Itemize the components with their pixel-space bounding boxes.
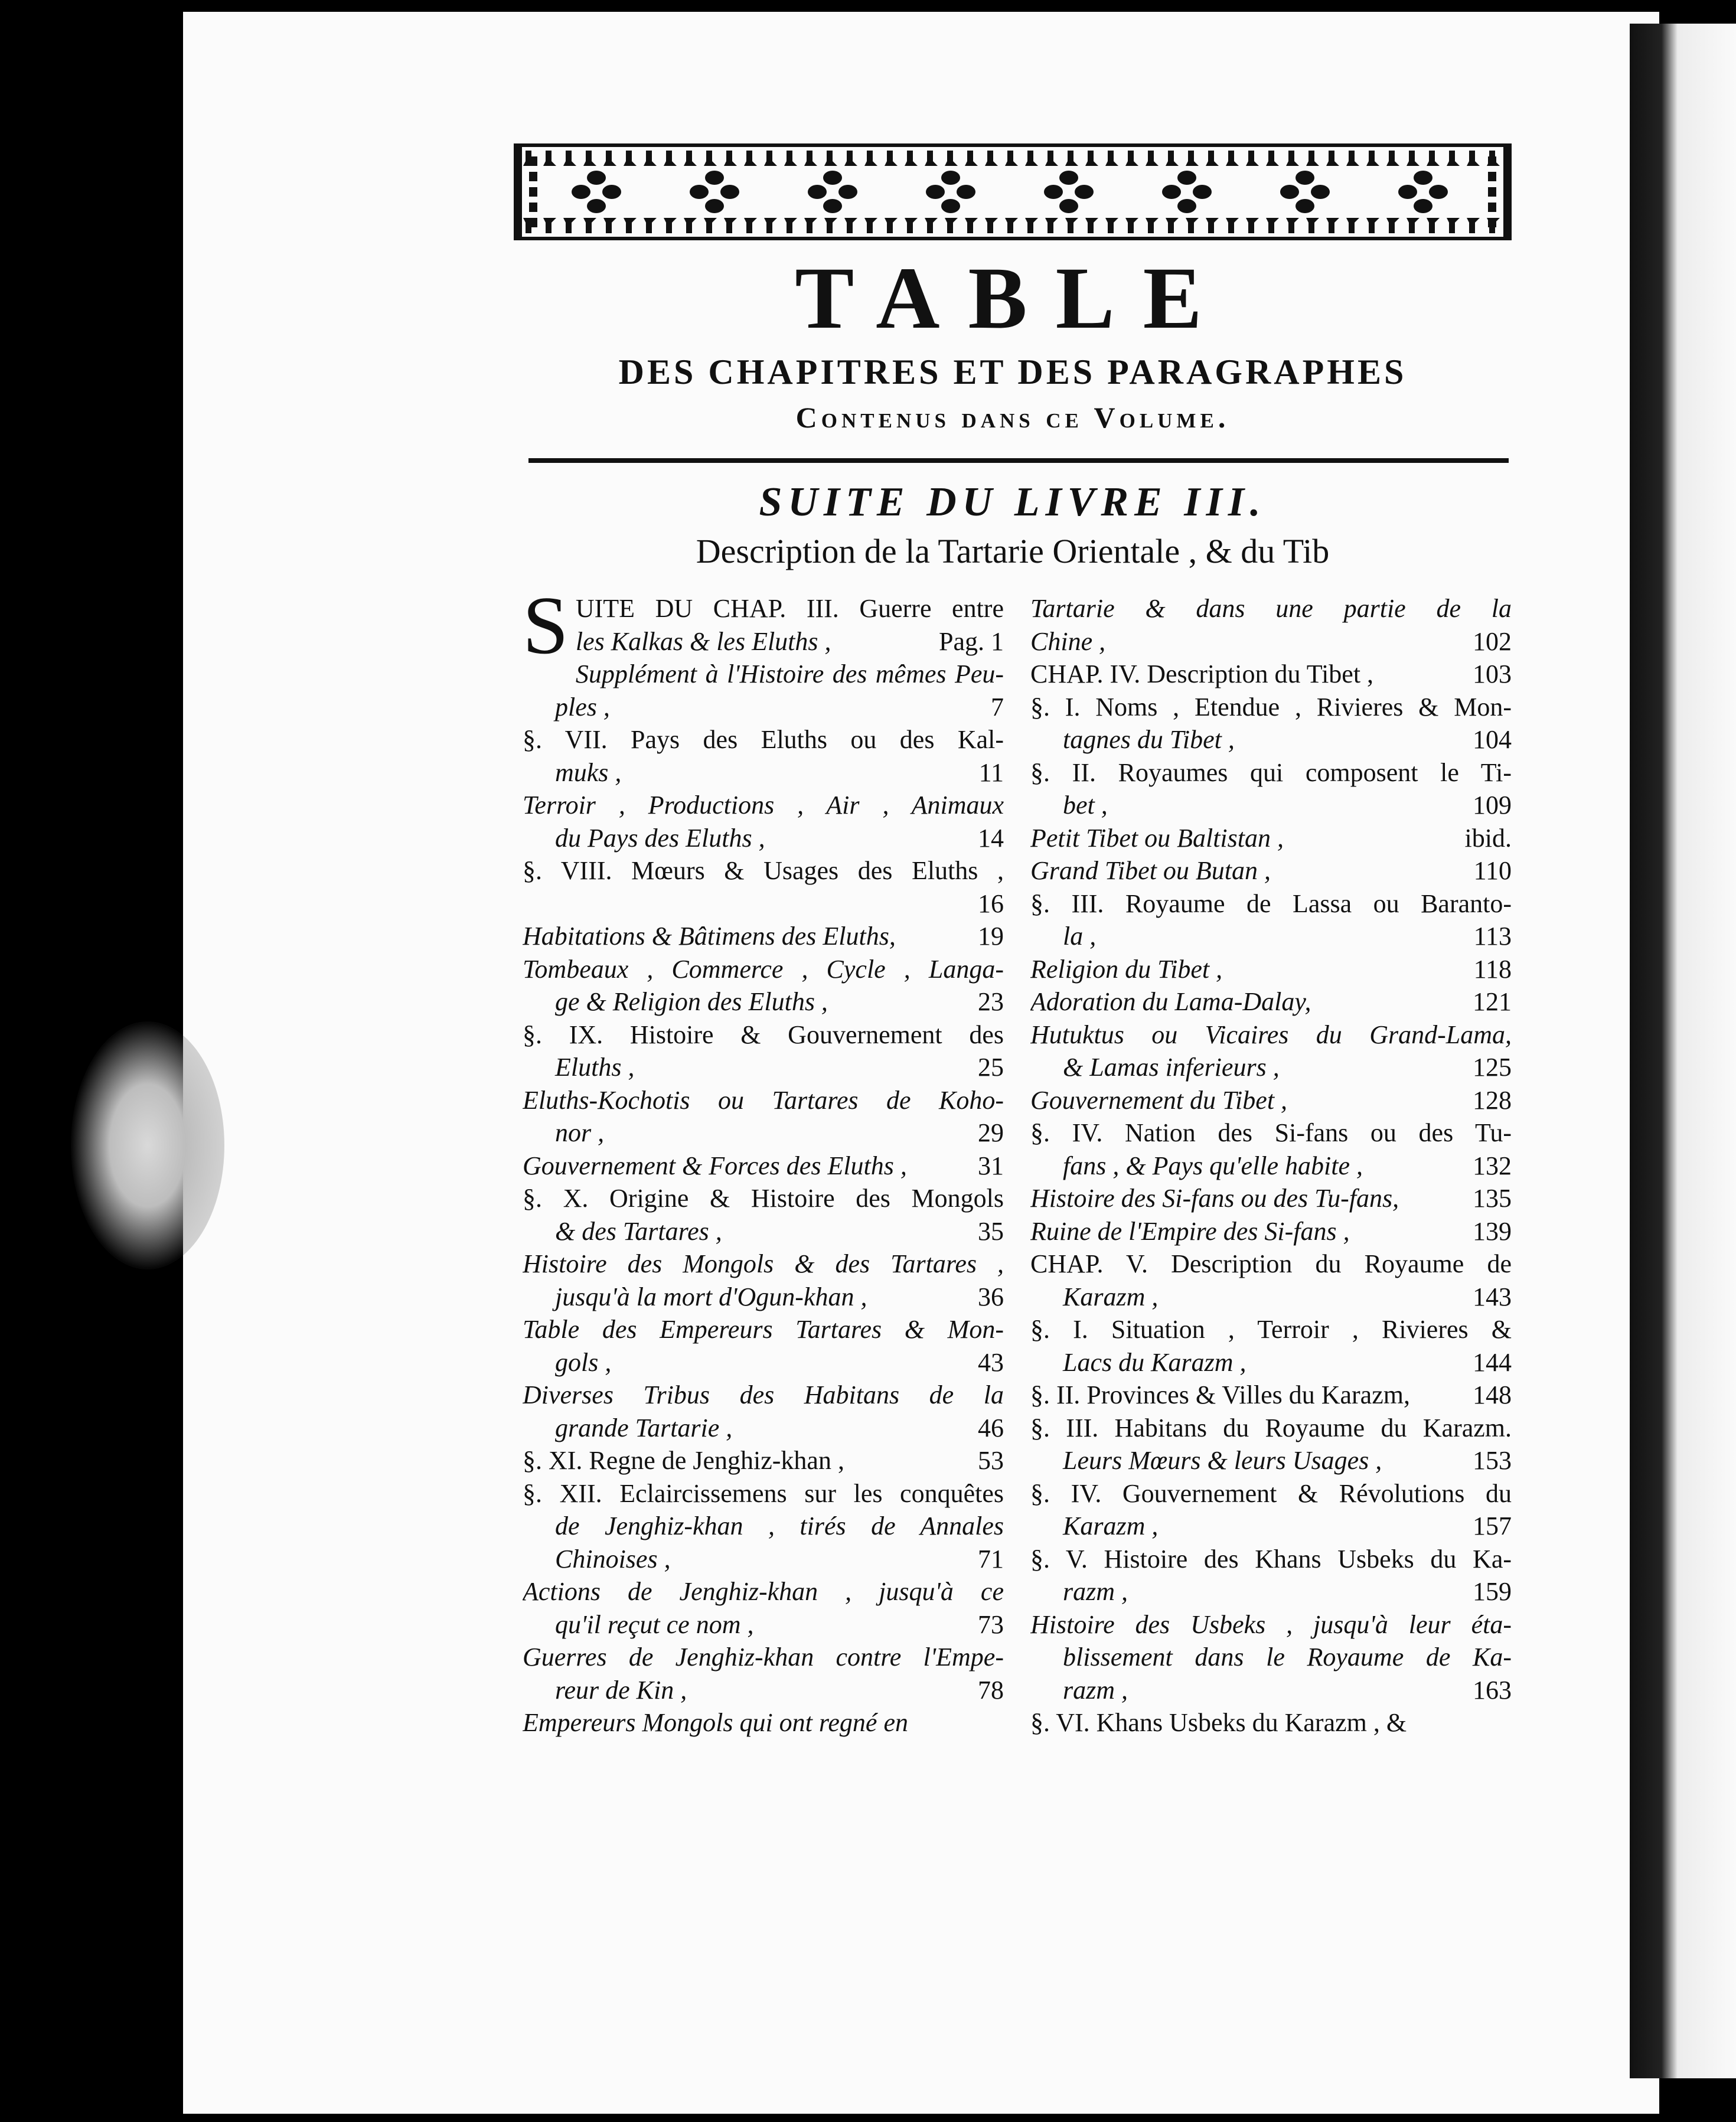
toc-entry-text: Eluths-Kochotis ou Tartares de Koho- [523,1085,1004,1115]
toc-entry-text: muks , [555,758,622,787]
ornament-tooth [704,218,717,233]
toc-entry-text: & des Tartares , [555,1216,722,1246]
section-subtitle: Description de la Tartarie Orientale , & du Tib [696,532,1330,570]
horizontal-rule [528,458,1509,463]
toc-entry-text: §. XII. Eclaircissemens sur les conquêtes [523,1478,1004,1508]
ornament-tooth [764,218,777,233]
ornament-flower [1398,171,1448,213]
toc-entry [523,1444,1004,1477]
toc-entry [1030,985,1512,1018]
toc-page-number: 109 [1473,791,1512,820]
toc-page-number: 153 [1473,1446,1512,1475]
ornament-tooth [844,151,857,166]
toc-page-number: 128 [1473,1085,1512,1115]
ornament-tooth [1065,218,1078,233]
toc-page-number: 78 [978,1675,1004,1705]
toc-entry-text: CHAP. IV. Description du Tibet , [1030,660,1374,688]
ornament-tooth [784,151,797,166]
toc-entry-text: §. IX. Histoire & Gouvernement des [523,1020,1004,1049]
ornament-tooth [864,218,877,233]
toc-entry [1030,1412,1512,1477]
toc-entry-text: Gouvernement & Forces des Eluths , [523,1151,907,1180]
ornament-flower [690,171,739,213]
toc-page-number: 19 [978,922,1004,951]
toc-entry-text: de Jenghiz-khan , tirés de Annales [555,1511,1004,1540]
ornament-tooth [563,218,576,233]
ornament-flower [1044,171,1094,213]
toc-entry [1030,1608,1512,1707]
toc-entry [1030,822,1512,855]
ornament-tooth [1065,151,1078,166]
drop-cap: S [523,580,569,671]
toc-page-number: 46 [978,1413,1004,1442]
toc-entry-text: §. IV. Gouvernement & Révolutions du [1030,1478,1512,1508]
ornament-tooth [1005,151,1018,166]
ornament-side-tooth [1488,203,1496,212]
ornament-tooth [1346,218,1359,233]
toc-entry-text: ge & Religion des Eluths , [555,987,828,1016]
ornament-side-tooth [1488,156,1496,166]
ornament-tooth [1005,218,1018,233]
ornament-tooth [1346,151,1359,166]
ornament-tooth [1085,151,1098,166]
ornament-tooth [1366,151,1379,166]
toc-entry-text: bet , [1063,791,1108,820]
ornament-side-tooth [1488,218,1496,227]
ornament-tooth [945,151,958,166]
ornament-tooth [985,151,998,166]
ornament-tooth [1386,218,1399,233]
toc-entry [523,723,1004,789]
ornament-tooth [844,218,857,233]
ornament-tooth [824,218,837,233]
ornament-side-tooth [529,156,537,166]
ornament-tooth [583,151,596,166]
toc-page-number: 157 [1473,1511,1512,1540]
toc-entry [523,1575,1004,1641]
toc-page-number: 148 [1473,1380,1512,1409]
toc-entry [523,1248,1004,1313]
toc-entry-text: Tombeaux , Commerce , Cycle , Langa- [523,954,1004,984]
ornament-flower [572,171,621,213]
toc-entry [523,1018,1004,1084]
toc-page-number: 31 [978,1151,1004,1180]
ornament-tooth [1306,151,1319,166]
toc-entry [1030,1084,1512,1117]
toc-page-number: 163 [1473,1675,1512,1705]
ornament-tooth [804,151,817,166]
toc-entry [523,1182,1004,1248]
ornament-tooth [1326,151,1339,166]
toc-entry-text: Habitations & Bâtimens des Eluths, [523,922,896,951]
ornament-tooth [1407,218,1420,233]
toc-entry-text: Chine , [1030,626,1106,656]
toc-entry-text: Gouvernement du Tibet , [1030,1085,1288,1115]
ornament-tooth [965,218,978,233]
toc-entry-text: UITE DU CHAP. III. Guerre entre [575,594,1004,623]
ornament-tooth [1427,151,1440,166]
toc-entry-text: Ruine de l'Empire des Si-fans , [1030,1216,1350,1246]
toc-entry [1030,1248,1512,1313]
toc-entry [523,580,1004,671]
toc-page-number: 143 [1473,1282,1512,1311]
toc-entry [1030,1215,1512,1248]
page-stain [71,1021,224,1269]
toc-entry-text: fans , & Pays qu'elle habite , [1063,1151,1363,1180]
ornament-tooth [1085,218,1098,233]
toc-entry-text: reur de Kin , [555,1675,687,1705]
ornament-tooth [1467,218,1480,233]
toc-entry-text: Diverses Tribus des Habitans de la [523,1380,1004,1409]
toc-entry-text: §. VI. Khans Usbeks du Karazm , & [1030,1708,1407,1737]
ornament-tooth [885,218,898,233]
toc-page-number: 125 [1473,1053,1512,1082]
toc-entry [1030,756,1512,822]
ornament-tooth [1045,151,1058,166]
toc-page-number: 135 [1473,1184,1512,1213]
subtitle-line-1: DES CHAPITRES ET DES PARAGRAPHES [618,352,1407,391]
ornament-tooth [684,151,697,166]
section-title: SUITE DU LIVRE III. [759,479,1267,525]
ornament-tooth [1226,151,1239,166]
toc-page-number: 36 [978,1282,1004,1311]
toc-entry-text: Histoire des Si-fans ou des Tu-fans, [1030,1184,1399,1213]
toc-page-number: 132 [1473,1151,1512,1180]
ornament-tooth [1105,218,1118,233]
toc-page-number: 110 [1473,856,1512,885]
toc-entry-text: Chinoises , [555,1544,671,1573]
ornament-tooth [925,151,938,166]
ornament-tooth [744,218,757,233]
toc-entry-text: Terroir , Productions , Air , Animaux [523,791,1004,820]
toc-entry [1030,953,1512,986]
toc-entry-text: Tartarie & dans une partie de la [1030,594,1512,623]
toc-entry [1030,691,1512,756]
toc-entry-text: Petit Tibet ou Baltistan , [1030,823,1284,853]
ornament-tooth [1186,151,1199,166]
ornament-tooth [1105,151,1118,166]
ornament-tooth [744,151,757,166]
ornament-tooth [1467,151,1480,166]
toc-page-number: 71 [978,1544,1004,1573]
toc-entry-text: Karazm , [1063,1511,1159,1540]
ornament-tooth [1326,218,1339,233]
toc-entry-text: ples , [555,692,610,722]
toc-page-number: 25 [978,1053,1004,1082]
toc-entry-text: Histoire des Usbeks , jusqu'à leur éta- [1030,1610,1512,1639]
toc-entry-text: tagnes du Tibet , [1063,725,1235,754]
toc-entry-text: §. XI. Regne de Jenghiz-khan , [523,1446,844,1475]
toc-entry-text: Leurs Mœurs & leurs Usages , [1063,1446,1382,1475]
toc-entry-text: Religion du Tibet , [1030,954,1223,984]
toc-entry-text: razm , [1063,1577,1128,1606]
ornament-tooth [1386,151,1399,166]
ornament-side-tooth [1488,172,1496,181]
ornament-tooth [1447,151,1460,166]
ornament-tooth [624,218,637,233]
toc-entry [523,1641,1004,1706]
ornament-tooth [1025,151,1038,166]
toc-page-number: 104 [1473,725,1512,754]
toc-page-number: 103 [1473,660,1512,688]
toc-entry-text: §. X. Origine & Histoire des Mongols [523,1184,1004,1213]
toc-page-number: 144 [1473,1347,1512,1377]
decorative-border-ornament [514,133,1512,251]
toc-entry [1030,1379,1512,1412]
toc-page-number: 14 [978,823,1004,853]
toc-page-number: 11 [978,758,1004,787]
ornament-tooth [583,218,596,233]
toc-left-column [523,580,1004,1739]
toc-page-number: 102 [1473,626,1512,656]
toc-entry-text: Table des Empereurs Tartares & Mon- [523,1315,1004,1344]
toc-entry-text: Histoire des Mongols & des Tartares , [523,1249,1004,1278]
ornament-tooth [965,151,978,166]
toc-entry [1030,1477,1512,1543]
ornament-tooth [1146,151,1159,166]
ornament-tooth [925,218,938,233]
toc-page-number: 43 [978,1347,1004,1377]
toc-page-number: ibid. [1464,823,1512,853]
ornament-tooth [1407,151,1420,166]
toc-entry-text: CHAP. V. Description du Royaume de [1030,1249,1512,1278]
toc-entry-text: §. V. Histoire des Khans Usbeks du Ka- [1030,1544,1512,1573]
ornament-tooth [1045,218,1058,233]
ornament-tooth [1166,151,1179,166]
ornament-tooth [543,218,556,233]
toc-entry-text: blissement dans le Royaume de Ka- [1063,1643,1512,1672]
toc-page-number: 53 [978,1446,1004,1475]
ornament-tooth [1447,218,1460,233]
toc-entry-text: Karazm , [1063,1282,1159,1311]
ornament-tooth [1206,151,1219,166]
ornament-tooth [784,218,797,233]
toc-page-number: 118 [1473,954,1512,984]
ornament-tooth [664,218,677,233]
toc-entry [523,920,1004,953]
ornament-tooth [1146,218,1159,233]
toc-entry-text: nor , [555,1118,605,1147]
toc-entry [1030,1182,1512,1215]
toc-entry [1030,592,1512,658]
toc-entry-text: Grand Tibet ou Butan , [1030,856,1271,885]
toc-page-number: 121 [1473,987,1512,1016]
toc-page-number: 7 [991,692,1004,722]
toc-entry [523,854,1004,920]
toc-entry-text: §. I. Noms , Etendue , Rivieres & Mon- [1030,692,1512,722]
toc-page-number: 113 [1473,922,1512,951]
ornament-tooth [764,151,777,166]
ornament-tooth [905,218,918,233]
page-title: TABLE [795,249,1231,347]
toc-entry [1030,1117,1512,1182]
ornament-flower [808,171,857,213]
toc-right-column [1030,592,1512,1739]
ornament-tooth [824,151,837,166]
ornament-tooth [704,151,717,166]
ornament-tooth [804,218,817,233]
ornament-tooth [603,151,616,166]
ornament-tooth [1427,218,1440,233]
ornament-tooth [885,151,898,166]
toc-entry-text: razm , [1063,1675,1128,1705]
toc-entry-text: §. III. Royaume de Lassa ou Baranto- [1030,889,1512,918]
toc-entry-text: §. III. Habitans du Royaume du Karazm. [1030,1413,1512,1442]
ornament-tooth [1246,218,1259,233]
ornament-tooth [945,218,958,233]
toc-page-number: Pag. 1 [939,626,1004,656]
ornament-tooth [1125,218,1138,233]
toc-entry [523,789,1004,854]
ornament-side-tooth [529,172,537,181]
toc-page-number: 23 [978,987,1004,1016]
toc-entry-text: gols , [555,1347,612,1377]
ornament-tooth [1366,218,1379,233]
toc-entry-text: la , [1063,922,1097,951]
ornament-side-tooth [529,187,537,197]
subtitle-line-2: Contenus dans ce Volume. [795,401,1230,434]
toc-entry-text: Adoration du Lama-Dalay, [1030,987,1311,1016]
toc-entry-text: jusqu'à la mort d'Ogun-khan , [555,1282,867,1311]
ornament-flower [1280,171,1330,213]
toc-entry-text: les Kalkas & les Eluths , [575,626,831,656]
ornament-tooth [1166,218,1179,233]
toc-entry [523,1084,1004,1150]
toc-entry-text: Lacs du Karazm , [1063,1347,1246,1377]
ornament-tooth [644,151,657,166]
ornament-tooth [1286,151,1299,166]
ornament-tooth [724,151,737,166]
toc-entry [1030,1018,1512,1084]
ornament-tooth [1246,151,1259,166]
toc-entry [1030,1543,1512,1608]
toc-entry-text: §. IV. Nation des Si-fans ou des Tu- [1030,1118,1512,1147]
ornament-side-tooth [529,203,537,212]
toc-entry [523,953,1004,1018]
toc-entry [523,1150,1004,1183]
toc-entry-text: du Pays des Eluths , [555,823,765,853]
ornament-tooth [644,218,657,233]
toc-entry-text: Empereurs Mongols qui ont regné en [523,1708,908,1737]
toc-page-number: 159 [1473,1577,1512,1606]
toc-page-number: 29 [978,1118,1004,1147]
toc-entry-text: §. I. Situation , Terroir , Rivieres & [1030,1315,1512,1344]
toc-entry-text: §. VII. Pays des Eluths ou des Kal- [523,725,1004,754]
ornament-tooth [664,151,677,166]
toc-entry [1030,1313,1512,1379]
toc-entry-text: §. II. Royaumes qui composent le Ti- [1030,758,1512,787]
toc-page-number: 139 [1473,1216,1512,1246]
toc-entry [1030,1706,1512,1739]
ornament-tooth [724,218,737,233]
ornament-tooth [543,151,556,166]
toc-entry [523,658,1004,723]
toc-entry [1030,658,1512,691]
toc-entry [523,1313,1004,1379]
ornament-tooth [624,151,637,166]
toc-entry [1030,854,1512,887]
ornament-tooth [603,218,616,233]
ornament-flower [926,171,975,213]
ornament-tooth [1266,218,1279,233]
toc-page-number: 73 [978,1610,1004,1639]
ornament-flower [1162,171,1212,213]
ornament-tooth [1125,151,1138,166]
ornament-tooth [563,151,576,166]
toc-entry-text: Eluths , [555,1053,635,1082]
ornament-tooth [905,151,918,166]
toc-entry-text: Supplément à l'Histoire des mêmes Peu- [575,660,1004,688]
ornament-tooth [1186,218,1199,233]
facing-page-edge [1630,24,1736,2078]
toc-entry [523,1706,1004,1739]
toc-entry [523,1379,1004,1444]
ornament-tooth [1266,151,1279,166]
toc-entry-text: Hutuktus ou Vicaires du Grand-Lama, [1030,1020,1512,1049]
ornament-tooth [1206,218,1219,233]
ornament-tooth [1306,218,1319,233]
toc-entry [523,1477,1004,1576]
toc-page-number: 35 [978,1216,1004,1246]
toc-page-number: 16 [978,889,1004,918]
ornament-tooth [985,218,998,233]
ornament-tooth [864,151,877,166]
ornament-tooth [1025,218,1038,233]
toc-entry-text: §. II. Provinces & Villes du Karazm, [1030,1380,1410,1409]
ornament-tooth [1286,218,1299,233]
toc-entry-text: §. VIII. Mœurs & Usages des Eluths , [523,856,1004,885]
toc-entry-text: Guerres de Jenghiz-khan contre l'Empe- [523,1643,1004,1672]
toc-entry-text: & Lamas inferieurs , [1063,1053,1280,1082]
ornament-side-tooth [1488,187,1496,197]
ornament-tooth [684,218,697,233]
toc-entry [1030,887,1512,953]
ornament-tooth [1226,218,1239,233]
toc-entry-text: grande Tartarie , [555,1413,733,1442]
toc-entry-text: qu'il reçut ce nom , [555,1610,754,1639]
toc-entry-text: Actions de Jenghiz-khan , jusqu'à ce [523,1577,1004,1606]
ornament-side-tooth [529,218,537,227]
